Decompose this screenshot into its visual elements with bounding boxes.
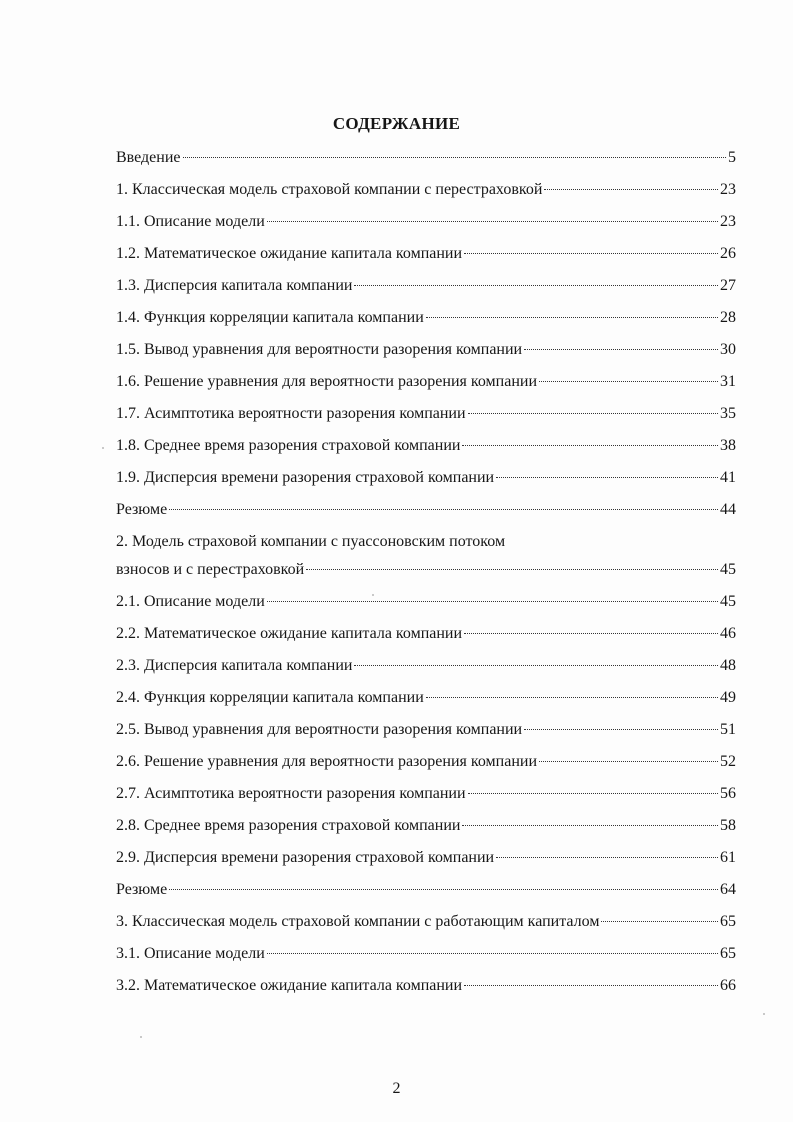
dot-leader	[544, 188, 718, 190]
toc-entry-label: 2.1. Описание модели	[116, 593, 265, 610]
scan-speck	[140, 1036, 142, 1038]
toc-entry-label: 1.1. Описание модели	[116, 213, 265, 230]
scan-speck	[372, 594, 374, 596]
page-number: 2	[392, 1080, 401, 1097]
dot-leader	[496, 856, 718, 858]
toc-entry-label: 3. Классическая модель страховой компании с работающим капиталом	[116, 913, 600, 930]
toc-entry-label: Введение	[116, 149, 181, 166]
toc-entry	[116, 974, 736, 1006]
toc-entry-page: 48	[720, 657, 736, 674]
toc-entry	[116, 242, 736, 274]
toc-entry-page: 23	[720, 213, 736, 230]
toc-entry-label: 1.6. Решение уравнения для вероятности разорения компании	[116, 373, 537, 390]
toc-entry	[116, 654, 736, 686]
toc-entry	[116, 942, 736, 974]
dot-leader	[426, 316, 718, 318]
toc-entry-page: 44	[720, 501, 736, 518]
toc-entry	[116, 686, 736, 718]
toc-entry-page: 52	[720, 753, 736, 770]
toc-entry-label: 1. Классическая модель страховой компании с перестраховкой	[116, 181, 543, 198]
dot-leader	[539, 760, 718, 762]
toc-entry-page: 51	[720, 721, 736, 738]
dot-leader	[267, 220, 718, 222]
dot-leader	[496, 476, 718, 478]
toc-entry	[116, 622, 736, 654]
toc-entry-label: 2.5. Вывод уравнения для вероятности разорения компании	[116, 721, 523, 738]
toc-entry-label: Резюме	[116, 501, 168, 518]
toc-entry-heading-line	[116, 530, 736, 558]
toc-entry-label: 2. Модель страховой компании с пуассоновским потоком	[116, 533, 506, 550]
toc-entry-label: 2.6. Решение уравнения для вероятности разорения компании	[116, 753, 537, 770]
toc-entry-label: 1.5. Вывод уравнения для вероятности разорения компании	[116, 341, 523, 358]
toc-entry-label: 2.8. Среднее время разорения страховой компании	[116, 817, 461, 834]
toc-entry-page: 23	[720, 181, 736, 198]
toc-entry-label: 1.7. Асимптотика вероятности разорения компании	[116, 405, 466, 422]
toc-entry	[116, 146, 736, 178]
dot-leader	[426, 696, 718, 698]
dot-leader	[267, 600, 718, 602]
dot-leader	[468, 412, 718, 414]
toc-entry-page: 38	[720, 437, 736, 454]
page-title: СОДЕРЖАНИЕ	[332, 114, 461, 133]
dot-leader	[462, 824, 718, 826]
dot-leader	[524, 348, 718, 350]
toc-entry	[116, 782, 736, 814]
scan-speck	[102, 447, 104, 449]
toc-entry-label: 1.4. Функция корреляции капитала компании	[116, 309, 424, 326]
toc-entry-page: 28	[720, 309, 736, 326]
dot-leader	[169, 888, 718, 890]
toc-entry	[116, 910, 736, 942]
dot-leader	[464, 632, 718, 634]
dot-leader	[539, 380, 718, 382]
toc-entry	[116, 558, 736, 590]
dot-leader	[524, 728, 718, 730]
toc-entry	[116, 498, 736, 530]
toc-entry-page: 30	[720, 341, 736, 358]
dot-leader	[354, 664, 718, 666]
dot-leader	[462, 444, 718, 446]
toc-entry-page: 64	[720, 881, 736, 898]
toc-entry-page: 65	[720, 913, 736, 930]
toc-entry	[116, 178, 736, 210]
toc-entry-page: 35	[720, 405, 736, 422]
dot-leader	[464, 252, 718, 254]
dot-leader	[464, 984, 718, 986]
toc-entry-page: 65	[720, 945, 736, 962]
dot-leader	[306, 568, 718, 570]
toc-entry	[116, 402, 736, 434]
dot-leader	[183, 156, 727, 158]
toc-entry	[116, 750, 736, 782]
dot-leader	[468, 792, 718, 794]
toc-entry-label: взносов и с перестраховкой	[116, 561, 305, 578]
dot-leader	[267, 952, 718, 954]
toc-entry	[116, 878, 736, 910]
toc-entry-page: 49	[720, 689, 736, 706]
toc-entry-label: Резюме	[116, 881, 168, 898]
toc-entry-page: 31	[720, 373, 736, 390]
dot-leader	[354, 284, 718, 286]
toc-entry-label: 1.2. Математическое ожидание капитала компании	[116, 245, 463, 262]
toc-entry	[116, 718, 736, 750]
scan-speck	[763, 1013, 765, 1015]
toc-entry-label: 2.2. Математическое ожидание капитала компании	[116, 625, 463, 642]
dot-leader	[169, 508, 718, 510]
toc-entry	[116, 370, 736, 402]
toc-entry	[116, 590, 736, 622]
toc-entry-page: 45	[720, 561, 736, 578]
toc-entry-page: 46	[720, 625, 736, 642]
toc-entry-label: 1.3. Дисперсия капитала компании	[116, 277, 353, 294]
toc-entry-label: 3.2. Математическое ожидание капитала компании	[116, 977, 463, 994]
toc-entry-page: 27	[720, 277, 736, 294]
toc-entry-page: 5	[728, 149, 736, 166]
toc-entry-label: 2.3. Дисперсия капитала компании	[116, 657, 353, 674]
toc-entry-page: 45	[720, 593, 736, 610]
toc-entry-page: 41	[720, 469, 736, 486]
toc-entry-label: 3.1. Описание модели	[116, 945, 265, 962]
toc-entry-label: 2.4. Функция корреляции капитала компании	[116, 689, 424, 706]
toc-entry	[116, 210, 736, 242]
toc-entry-page: 26	[720, 245, 736, 262]
toc-entry	[116, 274, 736, 306]
toc-entry-label: 1.9. Дисперсия времени разорения страховой компании	[116, 469, 495, 486]
toc-entry-page: 56	[720, 785, 736, 802]
toc-entry-label: 2.7. Асимптотика вероятности разорения компании	[116, 785, 466, 802]
toc-entry	[116, 466, 736, 498]
toc-entry	[116, 306, 736, 338]
toc-entry-label: 1.8. Среднее время разорения страховой компании	[116, 437, 461, 454]
toc-entry	[116, 434, 736, 466]
toc-entry-page: 58	[720, 817, 736, 834]
dot-leader	[601, 920, 718, 922]
toc-entry-label: 2.9. Дисперсия времени разорения страховой компании	[116, 849, 495, 866]
toc-entry-page: 61	[720, 849, 736, 866]
toc-entry	[116, 814, 736, 846]
toc-entry	[116, 338, 736, 370]
table-of-contents	[116, 146, 736, 1006]
toc-entry	[116, 846, 736, 878]
toc-entry-page: 66	[720, 977, 736, 994]
